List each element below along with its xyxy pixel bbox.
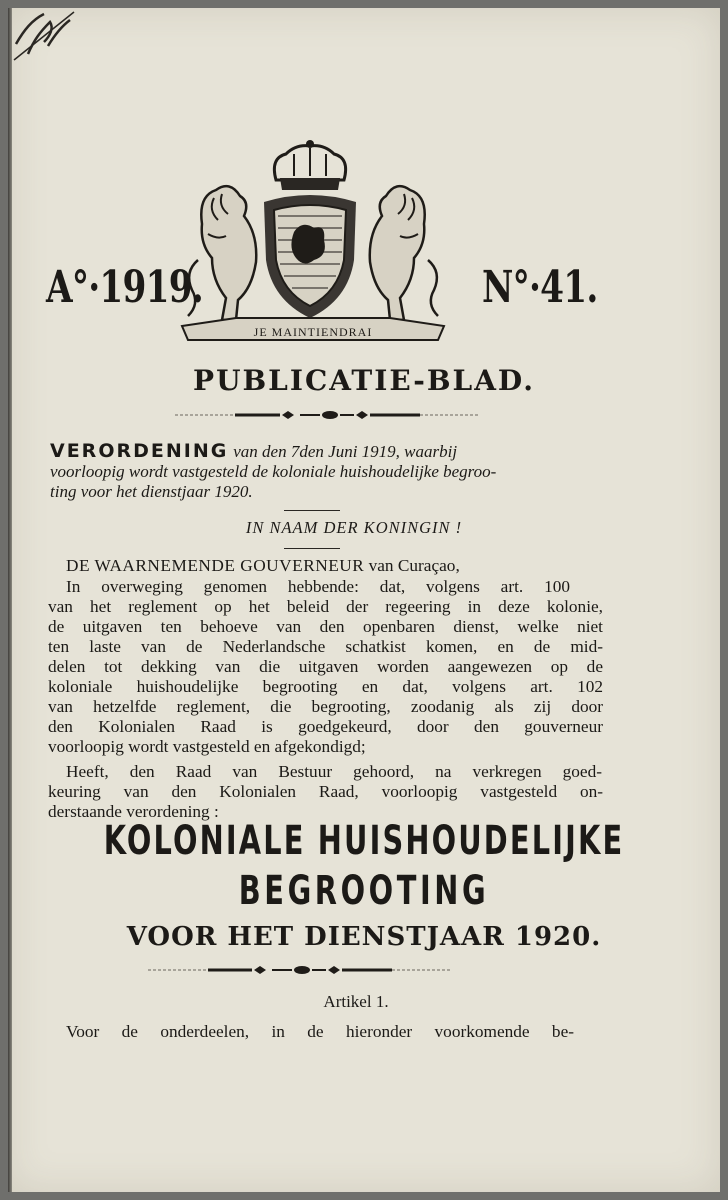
ornament-divider-icon — [0, 408, 728, 422]
svg-text:JE MAINTIENDRAI: JE MAINTIENDRAI — [253, 325, 373, 339]
paragraph-line: van hetzelfde reglement, die begrooting, zoodanig als zij door — [48, 697, 603, 716]
invocation: IN NAAM DER KONINGIN ! — [245, 518, 463, 537]
publication-number: N°·41. — [482, 262, 598, 313]
ornament-divider-icon — [0, 963, 728, 977]
paragraph-line: de uitgaven ten behoeve van den openbaren dienst, welke niet — [48, 617, 603, 636]
budget-title-line-2: BEGROOTING — [238, 868, 490, 914]
authority-place: van Curaçao, — [368, 556, 460, 575]
ordinance-line-2: voorloopig wordt vastgesteld de koloniale huishoudelijke begroo- — [50, 462, 497, 481]
divider-rule — [284, 548, 340, 549]
budget-title-line-1: KOLONIALE HUISHOUDELIJKE — [103, 818, 625, 864]
paragraph-line: koloniale huishoudelijke begrooting en dat, volgens art. 102 — [48, 677, 603, 696]
paragraph-line: keuring van den Kolonialen Raad, voorloopig vastgesteld on- — [48, 782, 603, 801]
article-heading: Artikel 1. — [323, 992, 389, 1011]
ordinance-line-1 — [50, 441, 600, 462]
divider-rule — [284, 510, 340, 511]
ordinance-date: van den 7den Juni 1919, waarbij — [233, 442, 458, 461]
paragraph-line: In overweging genomen hebbende: dat, volgens art. 100 — [66, 577, 570, 596]
paragraph-line: ten laste van de Nederlandsche schatkist komen, en de mid- — [48, 637, 603, 656]
paragraph-line: van het reglement op het beleid der regeering in deze kolonie, — [48, 597, 603, 616]
authority-title: DE WAARNEMENDE GOUVERNEUR — [66, 556, 365, 575]
article-text: Voor de onderdeelen, in de hieronder voorkomende be- — [66, 1022, 574, 1041]
handwritten-mark-icon — [10, 10, 78, 68]
ordinance-heading: VERORDENING — [50, 440, 229, 462]
paragraph-line: derstaande verordening : — [48, 802, 219, 821]
authority-line — [66, 556, 551, 576]
coat-of-arms-icon — [178, 140, 448, 345]
paragraph-line: delen tot dekking van die uitgaven worden aangewezen op de — [48, 657, 603, 676]
ordinance-line-3: ting voor het dienstjaar 1920. — [50, 482, 253, 501]
page-binding-edge — [8, 8, 12, 1192]
paragraph-line: Heeft, den Raad van Bestuur gehoord, na verkregen goed- — [66, 762, 602, 781]
paragraph-line: voorloopig wordt vastgesteld en afgekondigd; — [48, 737, 366, 756]
paragraph-line: den Kolonialen Raad is goedgekeurd, door den gouverneur — [48, 717, 603, 736]
page-title: PUBLICATIE-BLAD. — [193, 364, 535, 397]
budget-title-line-3: VOOR HET DIENSTJAAR 1920. — [126, 922, 602, 952]
publication-year: A°·1919. — [46, 262, 203, 313]
